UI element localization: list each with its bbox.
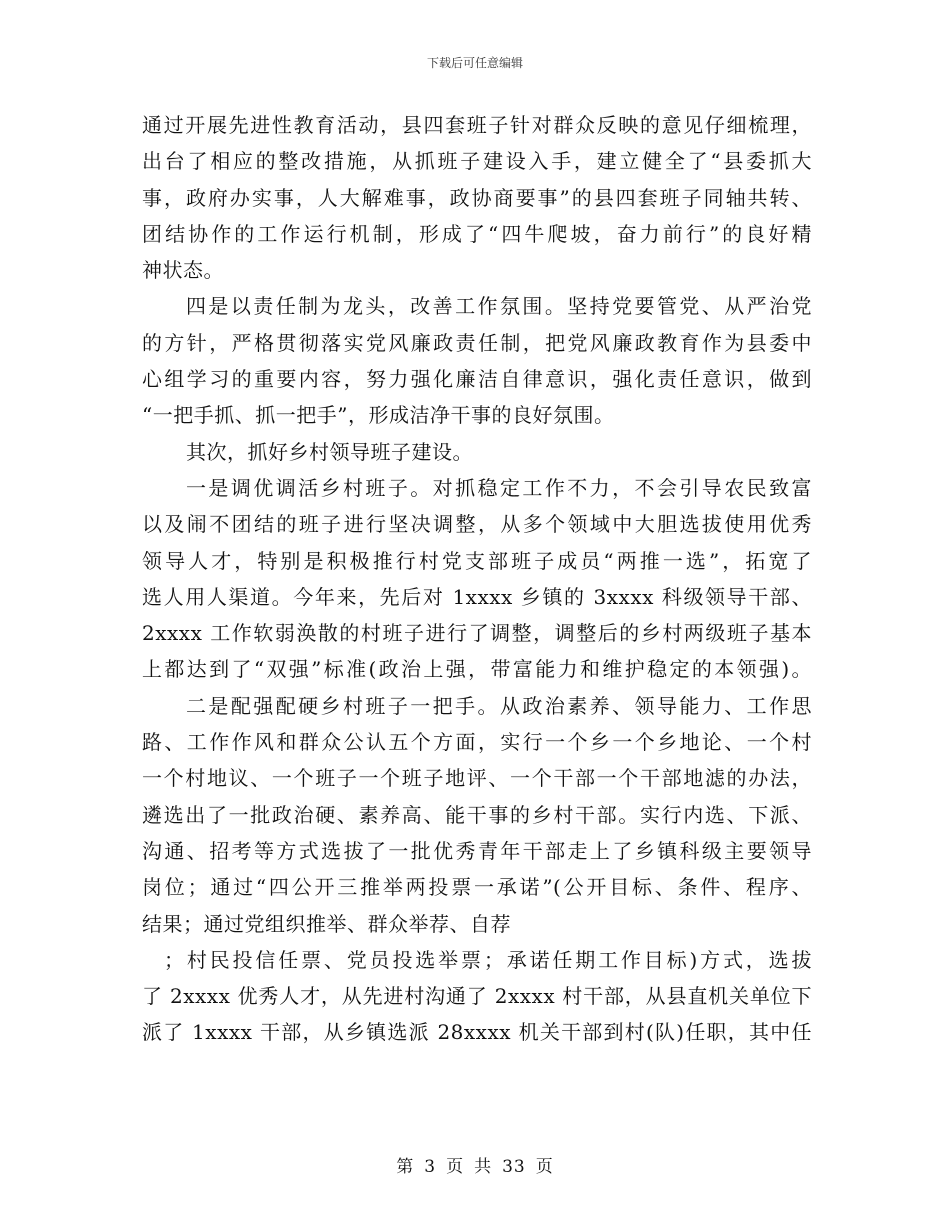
text-line: 领导人才，特别是积极推行村党支部班子成员“两推一选”，拓宽了 xyxy=(142,548,812,573)
text-line: 二是配强配硬乡村班子一把手。从政治素养、领导能力、工作思 xyxy=(186,693,812,718)
text-line: 了 2xxxx 优秀人才，从先进村沟通了 2xxxx 村干部，从县直机关单位下 xyxy=(142,984,812,1009)
text-line: 岗位；通过“四公开三推举两投票一承诺”(公开目标、条件、程序、 xyxy=(142,875,812,900)
text-line: 沟通、招考等方式选拔了一批优秀青年干部走上了乡镇科级主要领导 xyxy=(142,838,812,863)
text-line: 选人用人渠道。今年来，先后对 1xxxx 乡镇的 3xxxx 科级领导干部、 xyxy=(142,584,812,609)
text-line: 派了 1xxxx 干部，从乡镇选派 28xxxx 机关干部到村(队)任职，其中任 xyxy=(142,1020,812,1045)
text-line: ；村民投信任票、党员投选举票；承诺任期工作目标)方式，选拔 xyxy=(164,947,812,972)
text-line: 一是调优调活乡村班子。对抓稳定工作不力，不会引导农民致富 xyxy=(186,475,812,500)
text-line: 出台了相应的整改措施，从抓班子建设入手，建立健全了“县委抓大 xyxy=(142,149,812,174)
text-line: 团结协作的工作运行机制，形成了“四牛爬坡，奋力前行”的良好精 xyxy=(142,221,812,246)
footer-page-number: 3 xyxy=(424,1157,437,1177)
text-line: 事，政府办实事，人大解难事，政协商要事”的县四套班子同轴共转、 xyxy=(142,185,812,210)
text-line: 以及闹不团结的班子进行坚决调整，从多个领域中大胆选拔使用优秀 xyxy=(142,512,812,537)
footer-suffix: 页 xyxy=(535,1157,554,1177)
text-line: “一把手抓、抓一把手”，形成洁净干事的良好氛围。 xyxy=(142,403,615,428)
text-line: 通过开展先进性教育活动，县四套班子针对群众反映的意见仔细梳理， xyxy=(142,113,812,137)
text-line: 心组学习的重要内容，努力强化廉洁自律意识，强化责任意识，做到 xyxy=(142,367,812,392)
page-header-note: 下载后可任意编辑 xyxy=(426,56,523,70)
footer-total-pages: 33 xyxy=(502,1157,526,1177)
text-line: 其次，抓好乡村领导班子建设。 xyxy=(186,439,473,464)
text-line: 的方针，严格贯彻落实党风廉政责任制，把党风廉政教育作为县委中 xyxy=(142,330,812,355)
text-line: 2xxxx 工作软弱涣散的村班子进行了调整，调整后的乡村两级班子基本 xyxy=(142,621,812,646)
text-line: 遴选出了一批政治硬、素养高、能干事的乡村干部。实行内选、下派、 xyxy=(142,802,812,827)
document-body xyxy=(142,107,812,1051)
page-footer xyxy=(0,1152,950,1177)
footer-page-label: 页 xyxy=(446,1157,465,1177)
footer-prefix: 第 xyxy=(396,1157,415,1177)
text-line: 上都达到了“双强”标准(政治上强，带富能力和维护稳定的本领强)。 xyxy=(142,657,812,682)
text-line: 神状态。 xyxy=(142,258,224,283)
text-line: 四是以责任制为龙头，改善工作氛围。坚持党要管党、从严治党 xyxy=(186,294,812,319)
footer-total-label: 共 xyxy=(474,1157,493,1177)
text-line: 路、工作作风和群众公认五个方面，实行一个乡一个乡地论、一个村 xyxy=(142,730,812,755)
text-line: 一个村地议、一个班子一个班子地评、一个干部一个干部地滤的办法， xyxy=(142,766,812,791)
text-line: 结果；通过党组织推举、群众举荐、自荐 xyxy=(142,911,511,936)
